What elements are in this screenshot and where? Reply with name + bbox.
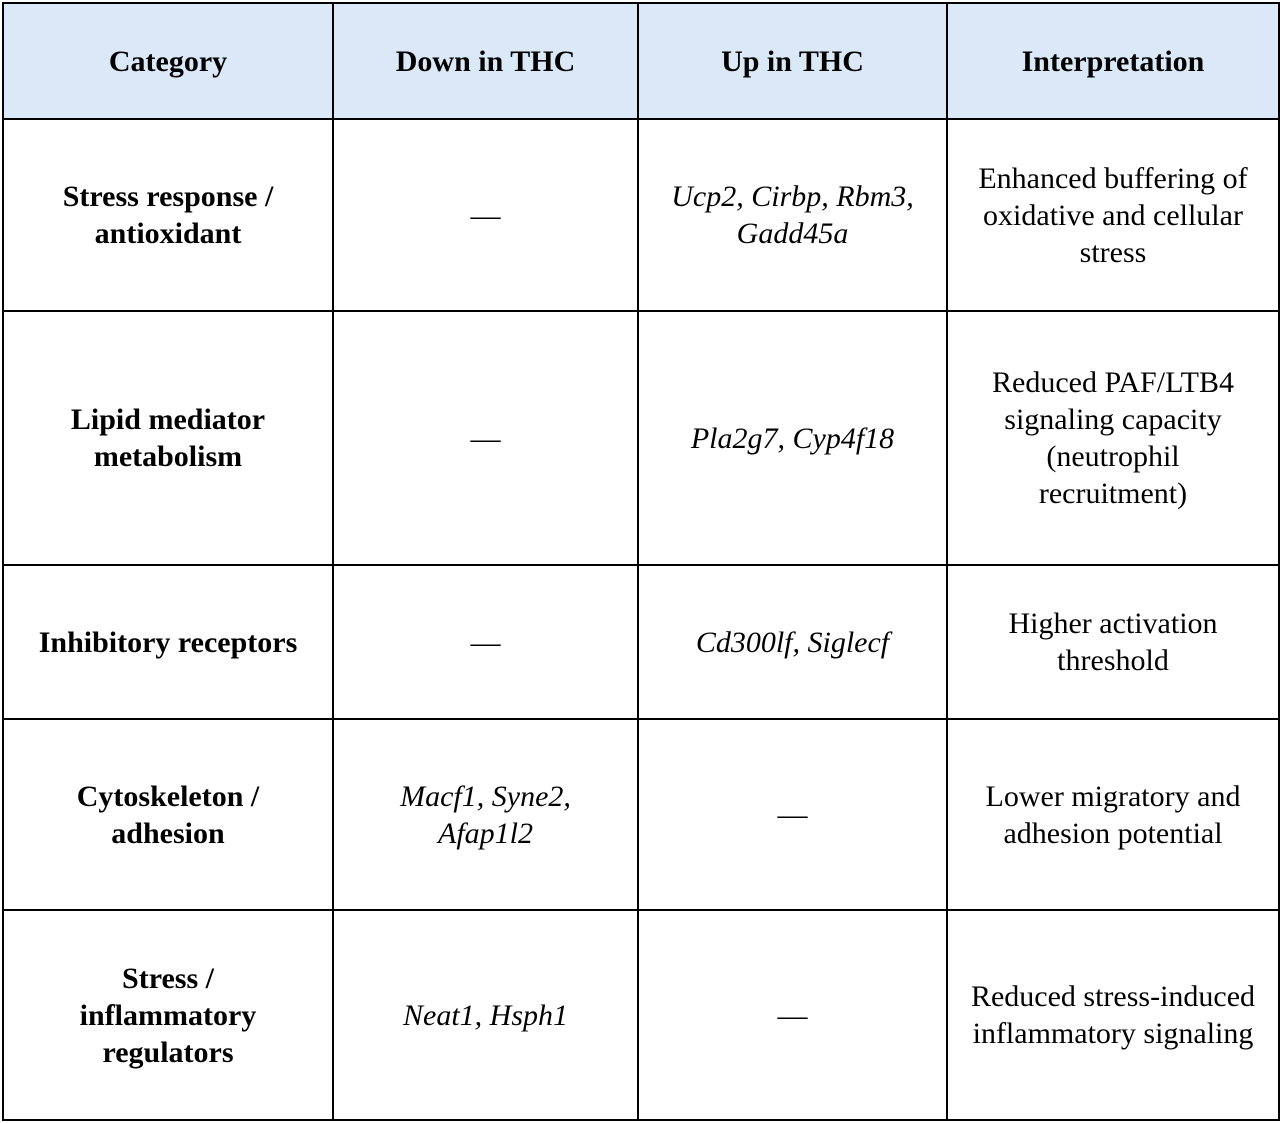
- table-row: [3, 311, 1279, 565]
- category-cell: [3, 910, 333, 1120]
- interpretation-cell: [947, 910, 1279, 1120]
- category-text: Stress / inflammatory regulators: [79, 961, 257, 1069]
- down-cell: Neat1, Hsph1: [333, 910, 638, 1120]
- interpretation-text: Enhanced buffering of oxidative and cellular stress: [978, 161, 1248, 269]
- down-cell: [333, 719, 638, 910]
- header-interpretation: Interpretation: [947, 3, 1279, 119]
- category-text: Lipid mediator metabolism: [70, 403, 266, 473]
- interpretation-text: Higher activation threshold: [1008, 607, 1218, 677]
- interpretation-text: Reduced PAF/LTB4 signaling capacity (neutrophil recruitment): [992, 366, 1234, 510]
- interpretation-cell: [947, 119, 1279, 311]
- interpretation-cell: [947, 565, 1279, 719]
- interpretation-cell: [947, 311, 1279, 565]
- up-cell: —: [638, 910, 947, 1120]
- header-down-in-thc: Down in THC: [333, 3, 638, 119]
- table-row: [3, 719, 1279, 910]
- table-row: [3, 119, 1279, 311]
- up-cell: —: [638, 719, 947, 910]
- interpretation-cell: [947, 719, 1279, 910]
- up-genes-text: Ucp2, Cirbp, Rbm3, Gadd45a: [671, 180, 914, 250]
- header-row: [3, 3, 1279, 119]
- down-cell: —: [333, 565, 638, 719]
- interpretation-text: Lower migratory and adhesion potential: [985, 779, 1241, 850]
- up-cell: [638, 119, 947, 311]
- up-cell: Pla2g7, Cyp4f18: [638, 311, 947, 565]
- up-cell: Cd300lf, Siglecf: [638, 565, 947, 719]
- category-cell: [3, 311, 333, 565]
- category-cell: Inhibitory receptors: [3, 565, 333, 719]
- category-text: Cytoskeleton / adhesion: [76, 779, 260, 850]
- category-text: Stress response / antioxidant: [62, 180, 274, 250]
- header-up-in-thc: Up in THC: [638, 3, 947, 119]
- category-cell: [3, 719, 333, 910]
- table-row: [3, 565, 1279, 719]
- category-cell: [3, 119, 333, 311]
- gene-expression-table: [2, 2, 1280, 1121]
- interpretation-text: Reduced stress-induced inflammatory signaling: [970, 980, 1256, 1050]
- down-genes-text: Macf1, Syne2, Afap1l2: [400, 779, 571, 850]
- down-cell: —: [333, 119, 638, 311]
- table-row: [3, 910, 1279, 1120]
- header-category: Category: [3, 3, 333, 119]
- down-cell: —: [333, 311, 638, 565]
